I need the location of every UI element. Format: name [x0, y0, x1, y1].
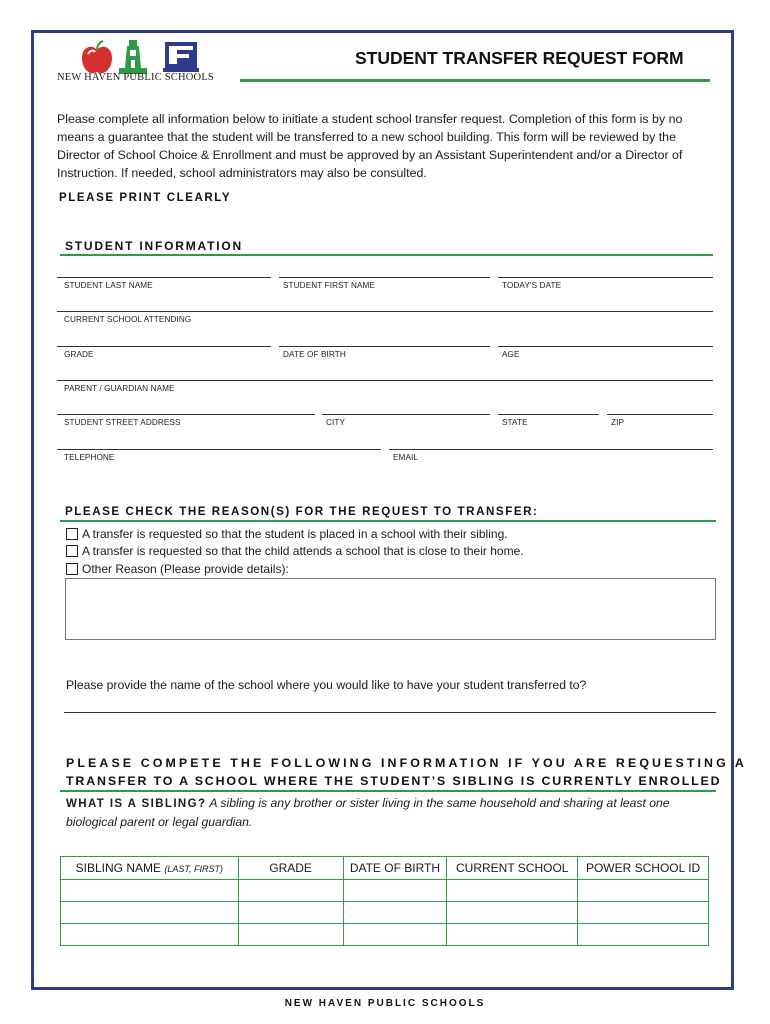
- zip-field[interactable]: [607, 414, 713, 415]
- other-reason-textarea[interactable]: [65, 578, 716, 640]
- dob-label: DATE OF BIRTH: [283, 350, 346, 359]
- sibling-heading-line2: TRANSFER TO A SCHOOL WHERE THE STUDENT’S SIBLING IS CURRENTLY ENROLLED: [66, 774, 722, 788]
- todays-date-field[interactable]: [498, 277, 713, 278]
- reason-proximity-checkbox[interactable]: [66, 545, 78, 557]
- todays-date-label: TODAY'S DATE: [502, 281, 562, 290]
- reason-sibling-checkbox[interactable]: [66, 528, 78, 540]
- col-grade: GRADE: [238, 857, 343, 880]
- apple-icon: [82, 41, 112, 73]
- dob-field[interactable]: [279, 346, 490, 347]
- school-cell[interactable]: [447, 902, 578, 924]
- col-power-school-id: POWER SCHOOL ID: [578, 857, 709, 880]
- grade-cell[interactable]: [238, 924, 343, 946]
- dob-cell[interactable]: [343, 924, 447, 946]
- guardian-label: PARENT / GUARDIAN NAME: [64, 384, 175, 393]
- grade-cell[interactable]: [238, 880, 343, 902]
- footer-text: NEW HAVEN PUBLIC SCHOOLS: [284, 998, 486, 1009]
- current-school-field[interactable]: [57, 311, 713, 312]
- first-name-label: STUDENT FIRST NAME: [283, 281, 376, 290]
- tower-icon: [119, 40, 147, 74]
- last-name-field[interactable]: [57, 277, 271, 278]
- zip-label: ZIP: [611, 418, 625, 427]
- sibling-name-cell[interactable]: [61, 902, 239, 924]
- col-current-school: CURRENT SCHOOL: [447, 857, 578, 880]
- sibling-definition-text: A sibling is any brother or sister living in the same household and sharing at least one biological parent or legal guardian.: [66, 796, 670, 829]
- reason-other-label: Other Reason (Please provide details):: [82, 562, 289, 576]
- sibling-definition-term: WHAT IS A SIBLING?: [66, 798, 207, 810]
- sibling-definition: [66, 794, 716, 831]
- book-cap-icon: [163, 42, 199, 72]
- sibling-table-header: [61, 857, 709, 880]
- first-name-field[interactable]: [279, 277, 490, 278]
- ps-id-cell[interactable]: [578, 924, 709, 946]
- sibling-rule: [60, 790, 716, 792]
- ps-id-cell[interactable]: [578, 902, 709, 924]
- email-label: EMAIL: [393, 453, 419, 462]
- grade-cell[interactable]: [238, 902, 343, 924]
- grade-label: GRADE: [64, 350, 94, 359]
- telephone-field[interactable]: [57, 449, 381, 450]
- title-rule: [240, 79, 710, 82]
- student-info-heading: STUDENT INFORMATION: [65, 239, 243, 253]
- table-row: [61, 880, 709, 902]
- school-cell[interactable]: [447, 880, 578, 902]
- sibling-name-cell[interactable]: [61, 924, 239, 946]
- student-info-rule: [60, 254, 713, 256]
- intro-paragraph: Please complete all information below to initiate a student school transfer request. Completion of this form is by no means a guarantee that the student will be transferred to a new school building. This form will be reviewed by the Director of School Choice & Enrollment and must be approved by an Assistant Superintendent and/or a Director of Instruction. If needed, school administrators may also be consulted.: [57, 112, 683, 180]
- sibling-heading-line1: PLEASE COMPETE THE FOLLOWING INFORMATION IF YOU ARE REQUESTING A: [66, 756, 747, 770]
- page-title: STUDENT TRANSFER REQUEST FORM: [355, 48, 684, 68]
- reason-other-checkbox[interactable]: [66, 563, 78, 575]
- address-field[interactable]: [57, 414, 315, 415]
- ps-id-cell[interactable]: [578, 880, 709, 902]
- reasons-heading: PLEASE CHECK THE REASON(S) FOR THE REQUEST TO TRANSFER:: [65, 505, 539, 518]
- table-row: [61, 902, 709, 924]
- col-sibling-name-note: (LAST, FIRST): [164, 864, 224, 874]
- district-name: NEW HAVEN PUBLIC SCHOOLS: [57, 72, 214, 83]
- guardian-field[interactable]: [57, 380, 713, 381]
- reason-proximity-label: A transfer is requested so that the child attends a school that is close to their home.: [82, 544, 524, 558]
- current-school-label: CURRENT SCHOOL ATTENDING: [64, 315, 192, 324]
- reason-proximity-row[interactable]: [66, 544, 524, 558]
- age-field[interactable]: [498, 346, 713, 347]
- state-field[interactable]: [498, 414, 599, 415]
- desired-school-prompt: Please provide the name of the school where you would like to have your student transferred to?: [66, 678, 587, 692]
- age-label: AGE: [502, 350, 520, 359]
- dob-cell[interactable]: [343, 880, 447, 902]
- table-row: [61, 924, 709, 946]
- print-clearly-note: PLEASE PRINT CLEARLY: [59, 192, 232, 204]
- address-label: STUDENT STREET ADDRESS: [64, 418, 181, 427]
- sibling-heading: [66, 754, 747, 790]
- reason-sibling-label: A transfer is requested so that the student is placed in a school with their sibling.: [82, 527, 508, 541]
- city-label: CITY: [326, 418, 346, 427]
- col-sibling-name: SIBLING NAME (LAST, FIRST): [61, 857, 239, 880]
- desired-school-field[interactable]: [64, 712, 716, 713]
- state-label: STATE: [502, 418, 528, 427]
- sibling-name-cell[interactable]: [61, 880, 239, 902]
- telephone-label: TELEPHONE: [64, 453, 115, 462]
- reasons-rule: [60, 520, 716, 522]
- email-field[interactable]: [389, 449, 713, 450]
- school-cell[interactable]: [447, 924, 578, 946]
- reason-sibling-row[interactable]: [66, 527, 508, 541]
- col-dob: DATE OF BIRTH: [343, 857, 447, 880]
- city-field[interactable]: [322, 414, 490, 415]
- last-name-label: STUDENT LAST NAME: [64, 281, 153, 290]
- grade-field[interactable]: [57, 346, 271, 347]
- dob-cell[interactable]: [343, 902, 447, 924]
- sibling-table: [60, 856, 709, 946]
- reason-other-row[interactable]: [66, 562, 289, 576]
